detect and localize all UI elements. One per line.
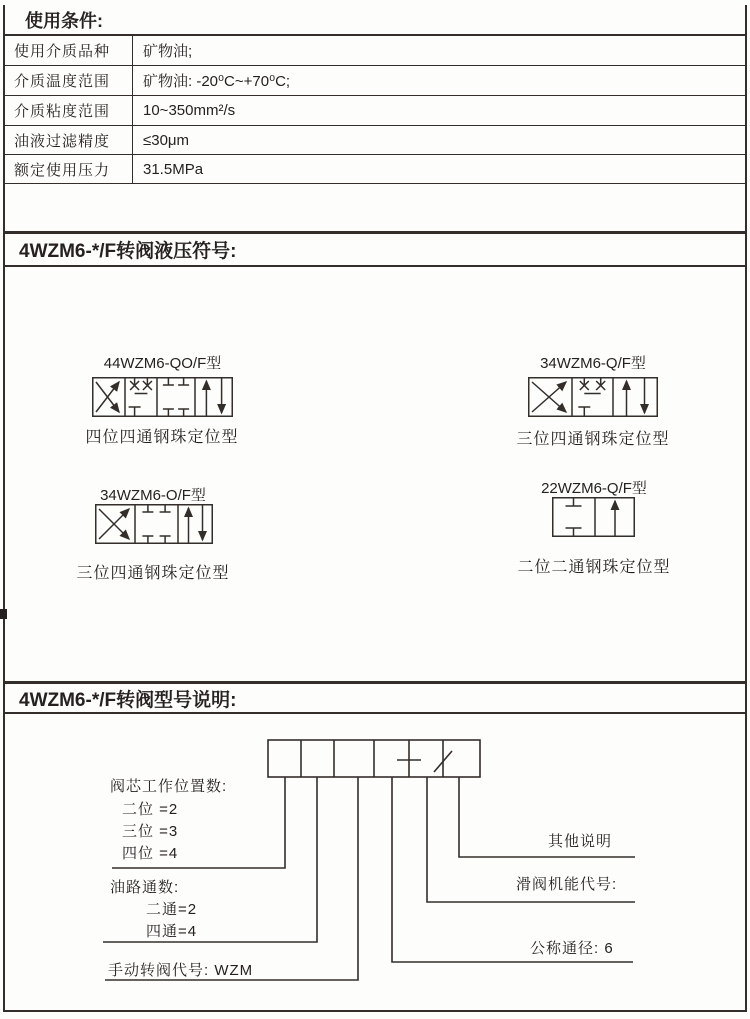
- valve-caption: 三位四通钢珠定位型: [516, 431, 670, 448]
- label-ways-title: 油路通数:: [110, 879, 180, 896]
- valve-symbol-34wzm6-q-f: [528, 377, 658, 417]
- hydraulic-symbols-title: 4WZM6-*/F转阀液压符号:: [5, 234, 745, 267]
- label-positions-item: 三位 =3: [122, 823, 179, 840]
- valve-model-label: 22WZM6-Q/F型: [541, 480, 647, 497]
- valve-model-label: 34WZM6-O/F型: [100, 487, 206, 504]
- table-row-value: 31.5MPa: [143, 160, 204, 178]
- connector-diameter: [392, 777, 633, 962]
- label-positions-item: 四位 =4: [122, 845, 179, 862]
- table-row: [5, 36, 745, 66]
- table-row-value: 10~350mm²/s: [143, 102, 236, 119]
- table-row-label: 额定使用压力: [5, 155, 133, 183]
- label-other-notes: 其他说明: [548, 833, 613, 850]
- table-row: [5, 96, 745, 126]
- label-ways-item: 四通=4: [146, 923, 198, 940]
- label-nominal-diameter: 公称通径: 6: [530, 940, 614, 957]
- valve-symbol-34wzm6-o-f: [95, 504, 213, 544]
- valve-caption: 四位四通钢珠定位型: [85, 429, 239, 446]
- label-positions-item: 二位 =2: [122, 801, 179, 818]
- label-spool-code: 滑阀机能代号:: [516, 876, 618, 893]
- usage-conditions-title: 使用条件:: [5, 5, 745, 36]
- label-manual-code: 手动转阀代号: WZM: [108, 962, 254, 979]
- table-row-value: 矿物油: -20⁰C~+70⁰C;: [143, 73, 291, 90]
- table-row-value: 矿物油;: [143, 43, 193, 60]
- label-ways-item: 二通=2: [146, 901, 198, 918]
- valve-symbol-44wzm6-qo-f: [92, 377, 233, 417]
- page-edge-mark: [0, 609, 7, 619]
- valve-caption: 三位四通钢珠定位型: [76, 565, 230, 582]
- valve-symbol-22wzm6-q-f: [552, 497, 635, 537]
- valve-model-label: 44WZM6-QO/F型: [103, 355, 222, 372]
- table-row-label: 使用介质品种: [5, 36, 133, 65]
- table-row: [5, 66, 745, 96]
- table-row-label: 介质温度范围: [5, 66, 133, 95]
- table-row-label: 油液过滤精度: [5, 126, 133, 154]
- usage-conditions-table: [5, 36, 745, 184]
- label-positions-title: 阀芯工作位置数:: [110, 778, 228, 795]
- table-row: [5, 155, 745, 184]
- valve-caption: 二位二通钢珠定位型: [517, 559, 671, 576]
- table-row-label: 介质粘度范围: [5, 96, 133, 125]
- valve-model-label: 34WZM6-Q/F型: [540, 355, 646, 372]
- table-row: [5, 126, 745, 155]
- table-row-value: ≤30μm: [143, 131, 190, 149]
- model-designation-title: 4WZM6-*/F转阀型号说明:: [5, 684, 745, 714]
